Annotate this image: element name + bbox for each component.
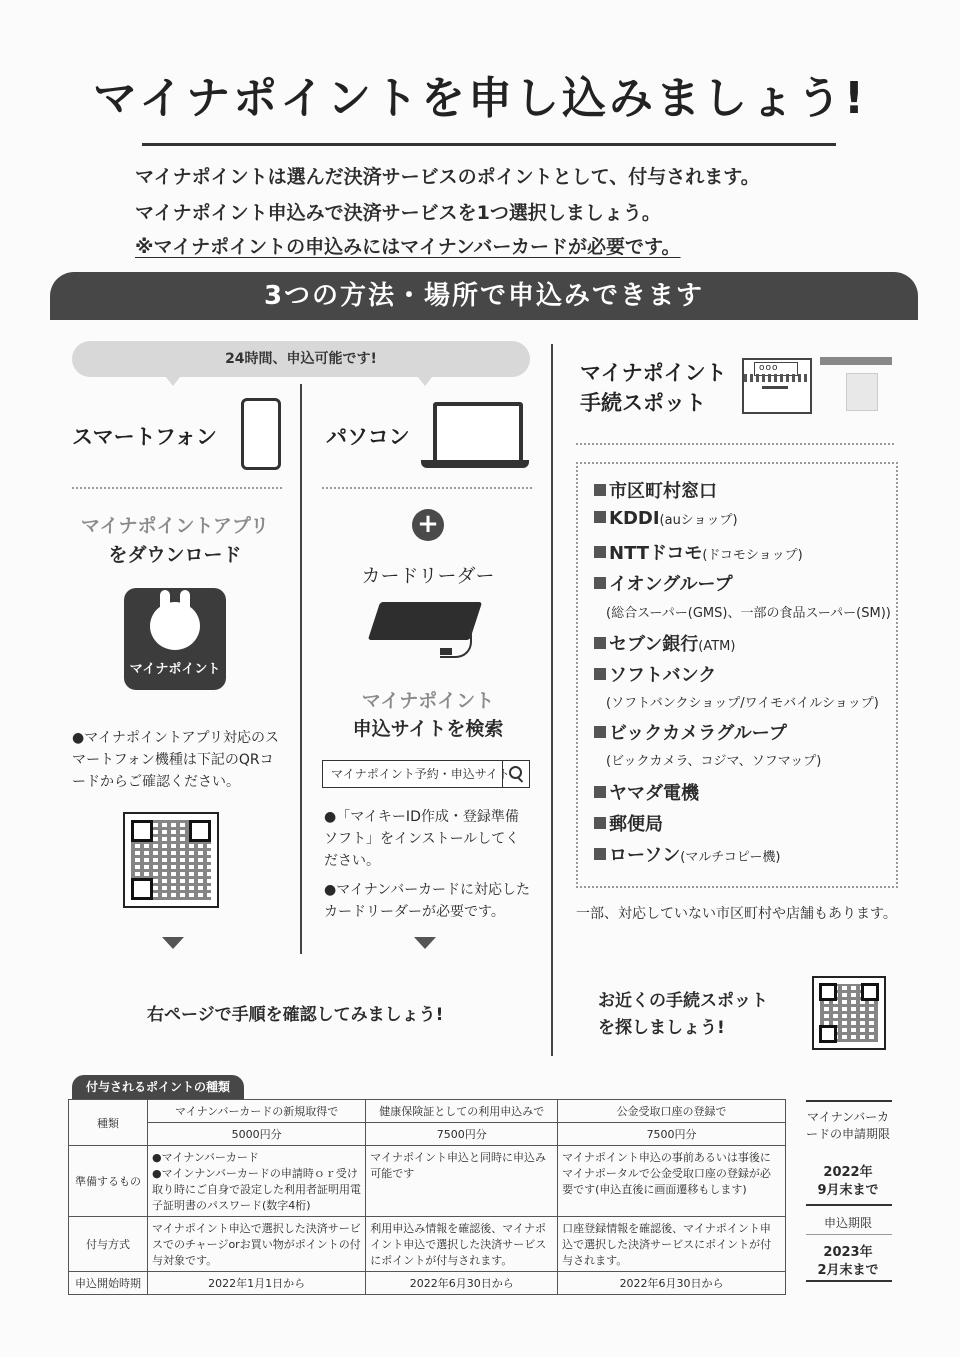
spot-item: ローソン(マルチコピー機)	[594, 841, 780, 867]
method-new-card: マイナポイント申込で選択した決済サービスでのチャージorお買い物がポイントの付与対象です。	[148, 1217, 366, 1272]
pc-bullet-1: ●「マイキーID作成・登録準備ソフト」をインストールしてください。	[324, 809, 520, 869]
confirm-steps-text: 右ページで手順を確認してみましょう!	[147, 1005, 444, 1025]
points-table-tag: 付与されるポイントの種類	[72, 1075, 244, 1099]
app-download-line2: をダウンロード	[108, 544, 242, 566]
side-rule-bottom	[806, 1280, 892, 1282]
search-icon	[509, 766, 522, 779]
pc-search-line1: マイナポイント	[361, 690, 495, 712]
card-deadline-year: 2022年	[823, 1165, 873, 1180]
spots-heading-2: 手続スポット	[580, 391, 706, 415]
prep-account: マイナポイント申込の事前あるいは事後にマイナポータルで公金受取口座の登録が必要です(申込直後に画面遷移もします)	[558, 1146, 786, 1217]
spots-heading-1: マイナポイント	[580, 361, 727, 385]
start-health: 2022年6月30日から	[366, 1272, 558, 1295]
column-divider-2	[551, 344, 553, 1056]
card-reader-plug-icon	[440, 648, 452, 655]
col-header-health: 健康保険証としての利用申込みで	[366, 1100, 558, 1123]
apply-deadline-month: 2月末まで	[817, 1263, 879, 1278]
pc-arrow-icon	[414, 937, 436, 949]
prep-health: マイナポイント申込と同時に申込み可能です	[366, 1146, 558, 1217]
side-rule-middle	[806, 1204, 892, 1206]
available-24h-pill: 24時間、申込可能です!	[72, 341, 530, 377]
search-input[interactable]: マイナポイント予約・申込サイト	[331, 767, 510, 781]
pill-pointer-left	[166, 377, 180, 386]
smartphone-bullet: ●マイナポイントアプリ対応のスマートフォン機種は下記のQRコードからご確認ください。	[72, 730, 279, 790]
side-rule-thin	[806, 1234, 892, 1235]
find-spot-line1: お近くの手続スポット	[598, 991, 768, 1011]
spot-item: ソフトバンク	[594, 661, 716, 687]
row-label-type: 種類	[69, 1100, 148, 1146]
apply-deadline-label: 申込期限	[823, 1216, 872, 1230]
app-download-line1: マイナポイントアプリ	[80, 515, 270, 537]
laptop-base-icon	[421, 460, 529, 468]
pc-search-line2: 申込サイトを検索	[352, 718, 504, 740]
title-underline	[142, 143, 836, 146]
mynapoint-app-icon	[124, 588, 226, 690]
col-header-account: 公金受取口座の登録で	[558, 1100, 786, 1123]
pc-bullet-2: ●マイナンバーカードに対応したカードリーダーが必要です。	[324, 882, 530, 920]
amount-account: 7500円分	[558, 1123, 786, 1146]
plus-icon: +	[412, 509, 444, 541]
intro-line-2: マイナポイント申込みで決済サービスを1つ選択しましょう。	[135, 202, 661, 224]
row-label-method: 付与方式	[69, 1217, 148, 1272]
method-health: 利用申込み情報を確認後、マイナポイント申込で選択した決済サービスにポイントが付与されます。	[366, 1217, 558, 1272]
smartphone-qr-code[interactable]	[123, 812, 219, 908]
shop-icon	[742, 358, 812, 414]
spot-item: ヤマダ電機	[594, 779, 699, 805]
spots-qr-code[interactable]	[812, 976, 886, 1050]
spots-divider	[576, 443, 894, 445]
start-new-card: 2022年1月1日から	[148, 1272, 366, 1295]
table-row	[69, 1100, 786, 1123]
smartphone-arrow-icon	[162, 937, 184, 949]
amount-new-card: 5000円分	[148, 1123, 366, 1146]
table-row	[69, 1146, 786, 1217]
smartphone-divider	[72, 487, 282, 489]
table-row	[69, 1123, 786, 1146]
intro-line-1: マイナポイントは選んだ決済サービスのポイントとして、付与されます。	[135, 166, 760, 188]
amount-health: 7500円分	[366, 1123, 558, 1146]
column-divider-1	[300, 384, 302, 954]
kiosk-icon	[846, 373, 878, 411]
points-table	[68, 1099, 786, 1295]
app-icon-label: マイナポイント	[129, 662, 221, 677]
spots-footnote: 一部、対応していない市区町村や店舗もあります。	[576, 906, 897, 922]
spot-item: 郵便局	[594, 810, 663, 836]
laptop-icon	[433, 402, 523, 464]
spot-item: NTTドコモ(ドコモショップ)	[594, 539, 803, 565]
side-rule-top	[806, 1100, 892, 1102]
spot-item: ビックカメラグループ	[594, 719, 787, 745]
spot-item: KDDI(auショップ)	[594, 508, 738, 529]
shop-sign-text: ooo	[759, 363, 779, 373]
pc-divider	[322, 487, 532, 489]
spot-sub-aeon: (総合スーパー(GMS)、一部の食品スーパー(SM))	[606, 606, 891, 621]
spot-sub-softbank: (ソフトバンクショップ/ワイモバイルショップ)	[606, 696, 879, 711]
col-header-new-card: マイナンバーカードの新規取得で	[148, 1100, 366, 1123]
signboard-icon	[820, 357, 892, 365]
pc-heading: パソコン	[326, 425, 410, 449]
methods-banner: 3つの方法・場所で申込みできます	[50, 272, 918, 320]
prep-new-card: ●マイナンバーカード ●マインナンバーカードの申請時ｏｒ受け取り時にご自身で設定した利用者証明用電子証明書のパスワード(数字4桁)	[148, 1146, 366, 1217]
spot-sub-bic: (ビックカメラ、コジマ、ソフマップ)	[606, 754, 822, 769]
search-box[interactable]	[322, 760, 530, 788]
smartphone-icon	[241, 398, 281, 470]
spot-item: セブン銀行(ATM)	[594, 630, 735, 656]
search-button[interactable]	[502, 761, 529, 787]
method-account: 口座登録情報を確認後、マイナポイント申込で選択した決済サービスにポイントが付与されます。	[558, 1217, 786, 1272]
smartphone-heading: スマートフォン	[72, 425, 217, 449]
card-deadline-month: 9月末まで	[817, 1183, 879, 1198]
table-row	[69, 1217, 786, 1272]
pill-pointer-right	[418, 377, 432, 386]
intro-note: ※マイナポイントの申込みにはマイナンバーカードが必要です。	[135, 236, 681, 258]
table-row	[69, 1272, 786, 1295]
card-deadline-label: マイナンバーカードの申請期限	[805, 1110, 890, 1141]
start-account: 2022年6月30日から	[558, 1272, 786, 1295]
page-title: マイナポイントを申し込みましょう!	[92, 73, 868, 124]
spot-item: イオングループ	[594, 570, 733, 596]
row-label-prep: 準備するもの	[69, 1146, 148, 1217]
apply-deadline-year: 2023年	[823, 1245, 873, 1260]
spot-item: 市区町村窓口	[594, 477, 717, 503]
find-spot-line2: を探しましょう!	[598, 1018, 725, 1038]
card-reader-label: カードリーダー	[361, 565, 495, 587]
row-label-start: 申込開始時期	[69, 1272, 148, 1295]
